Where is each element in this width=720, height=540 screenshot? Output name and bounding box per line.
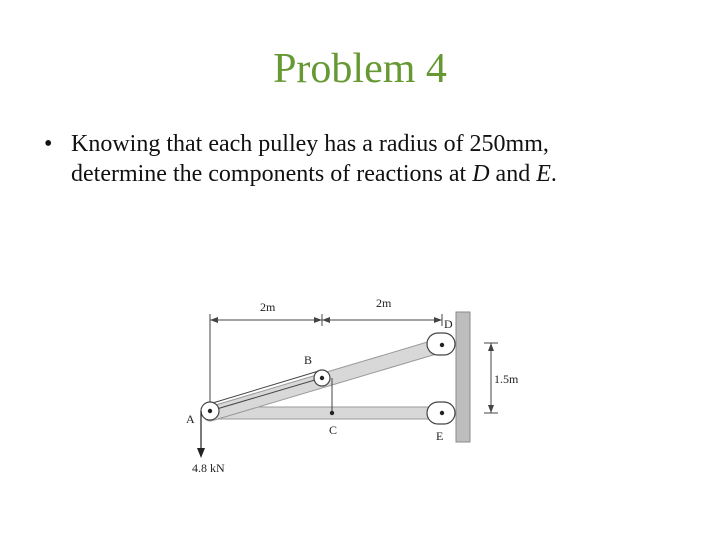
bullet-point xyxy=(44,129,684,189)
statement-and: and xyxy=(489,161,537,187)
slide-title: Problem 4 xyxy=(273,46,447,92)
statement-text: determine the components of reactions at xyxy=(71,161,473,187)
pin-c xyxy=(330,411,334,415)
pin-d xyxy=(440,343,444,347)
dim-left-label: 2m xyxy=(260,300,276,314)
pin-e xyxy=(440,411,444,415)
pulley-frame-figure xyxy=(180,290,540,490)
label-a: A xyxy=(186,412,195,426)
bullet-icon: • xyxy=(44,131,53,157)
load-arrow-head xyxy=(197,448,205,458)
pin-a xyxy=(208,409,212,413)
label-b: B xyxy=(304,353,313,367)
load-label: 4.8 kN xyxy=(192,461,225,475)
statement-line-1: Knowing that each pulley has a radius of 250mm, xyxy=(71,131,549,157)
problem-statement xyxy=(71,129,684,189)
dim-right-label: 2m xyxy=(376,296,392,310)
label-c: C xyxy=(329,423,338,437)
label-d: D xyxy=(444,317,453,331)
frame-diagram xyxy=(180,290,540,490)
pin-b xyxy=(320,376,324,380)
point-e-ref: E xyxy=(536,161,551,187)
label-e: E xyxy=(436,429,444,443)
point-d-ref: D xyxy=(472,161,490,187)
statement-period: . xyxy=(550,161,557,187)
dim-height-label: 1.5m xyxy=(494,372,519,386)
wall xyxy=(456,312,470,442)
statement-line-2 xyxy=(71,159,684,189)
cable-lower xyxy=(210,377,325,411)
